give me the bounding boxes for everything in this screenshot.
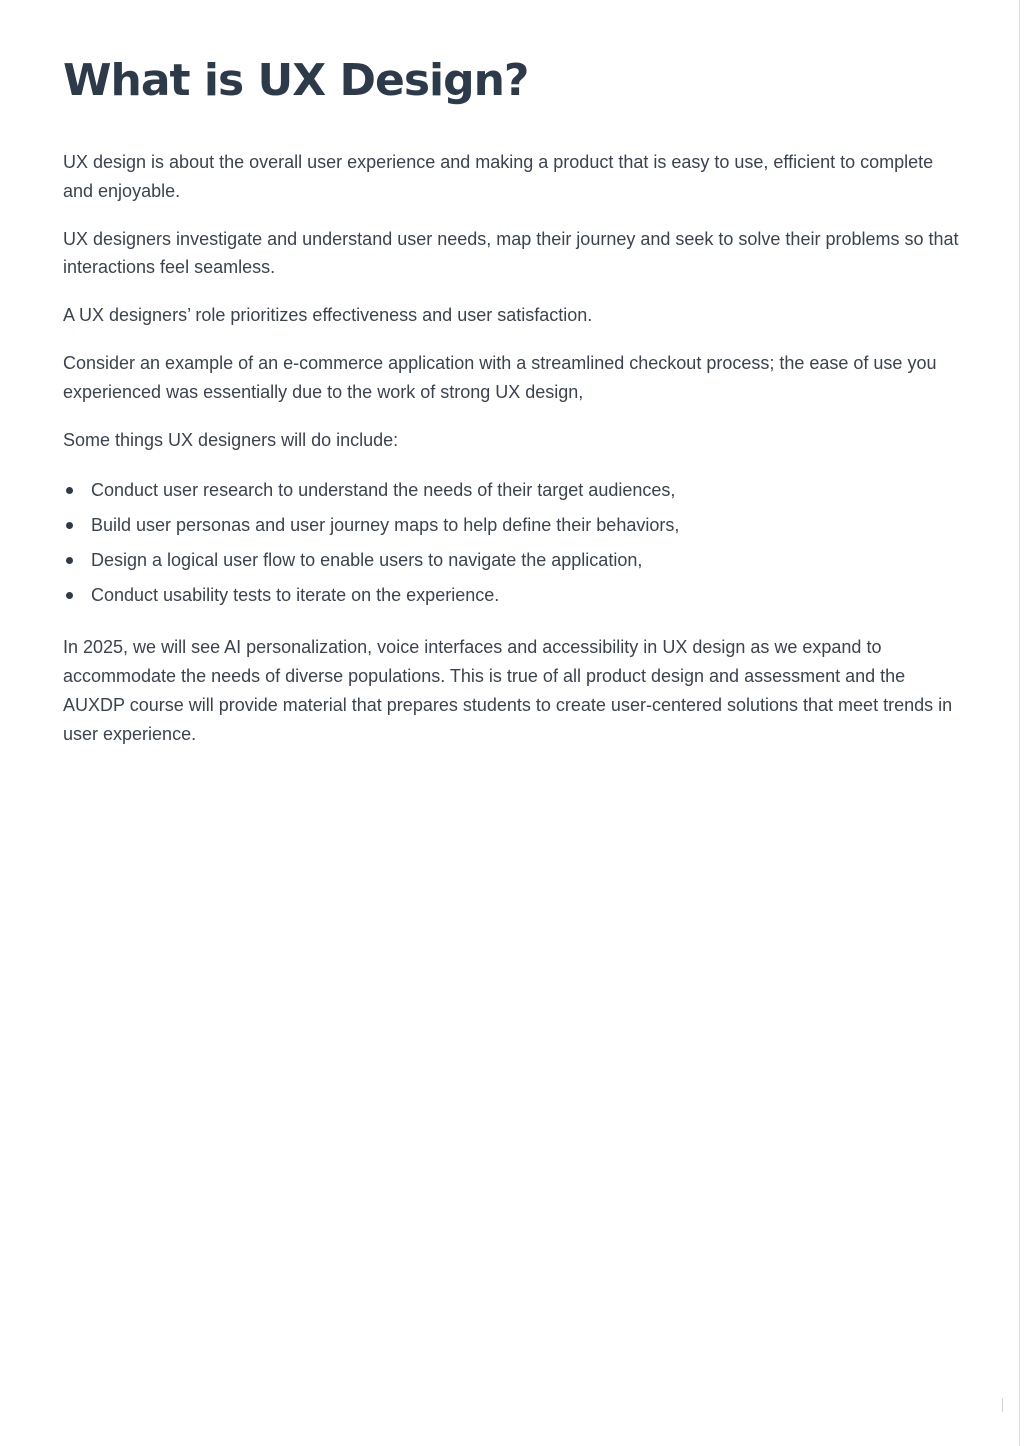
bullet-dot-icon: [66, 557, 73, 564]
page-content: [63, 52, 963, 768]
paragraph-ecommerce-example: Consider an example of an e-commerce application with a streamlined checkout process; the ease of use you experienced was essentially due to the work of strong UX design,: [63, 352, 937, 402]
list-item-text: Build user personas and user journey maps to help define their behaviors,: [91, 515, 680, 536]
bullet-dot-icon: [66, 592, 73, 599]
paragraph-ux-definition: UX design is about the overall user experience and making a product that is easy to use, efficient to complete and enjoyable.: [63, 152, 934, 201]
list-item: [63, 578, 963, 613]
paragraph-list-intro: Some things UX designers will do include:: [63, 429, 399, 450]
list-item-text: Design a logical user flow to enable users to navigate the application,: [91, 550, 643, 571]
bullet-dot-icon: [66, 522, 73, 529]
list-item: [63, 543, 963, 578]
bullet-list: [63, 473, 963, 613]
paragraph-ux-designers-role: UX designers investigate and understand user needs, map their journey and seek to solve their problems so that interactions feel seamless.: [63, 228, 959, 278]
list-item-text: Conduct user research to understand the needs of their target audiences,: [91, 480, 676, 501]
list-item: [63, 508, 963, 543]
paragraph-priorities: A UX designers’ role prioritizes effectiveness and user satisfaction.: [63, 305, 593, 326]
page-edge-mark: [1002, 1398, 1003, 1412]
bullet-dot-icon: [66, 487, 73, 494]
page-title: What is UX Design?: [63, 55, 529, 106]
paragraph-closing: In 2025, we will see AI personalization, voice interfaces and accessibility in UX design as we expand to accommodate the needs of diverse populations. This is true of all product design and assessment and the AUXDP course will provide material that prepares students to create user-centered solutions that meet trends in user experience.: [63, 637, 953, 744]
list-item: [63, 473, 963, 508]
list-item-text: Conduct usability tests to iterate on the experience.: [91, 585, 500, 606]
